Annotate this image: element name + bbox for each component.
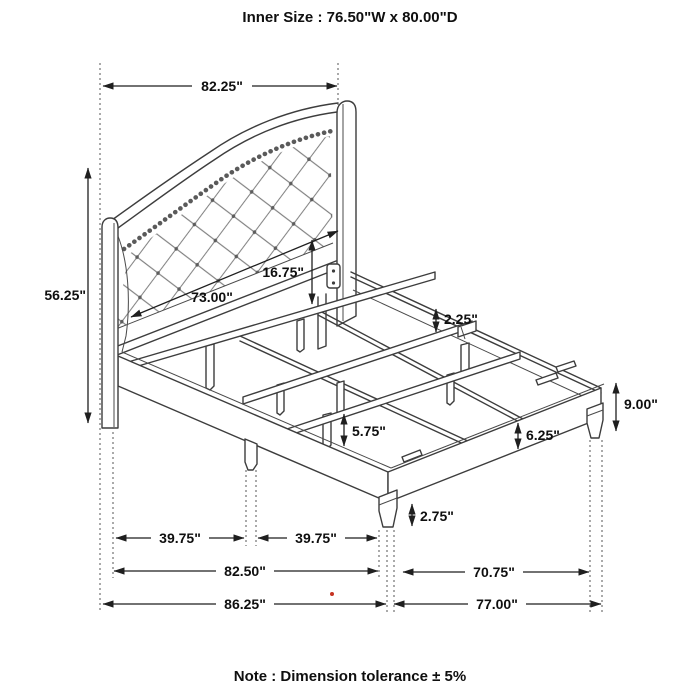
dim-rail-span-label: 82.50" [224, 563, 266, 579]
dimension-overall-depth [103, 595, 386, 612]
inner-size-title: Inner Size : 76.50"W x 80.00"D [242, 9, 458, 26]
dimension-center-leg-height [344, 414, 386, 446]
red-dot-mark [330, 592, 334, 596]
dim-center-leg-height-label: 5.75" [352, 423, 386, 439]
dim-headboard-height-label: 56.25" [44, 287, 86, 303]
dim-overall-depth-label: 86.25" [224, 596, 266, 612]
foot-right-leg [587, 403, 603, 438]
dimension-foot-inner-width [403, 563, 589, 580]
dimension-right-half-span [258, 529, 377, 546]
headboard-right-post [337, 101, 356, 326]
headboard-left-post [102, 218, 118, 428]
dimension-headboard-width [103, 77, 337, 94]
dim-foot-inner-width-label: 70.75" [473, 564, 515, 580]
dimension-side-rail-floor-height [616, 383, 658, 431]
dim-headboard-inner-width-label: 73.00" [191, 289, 233, 305]
rail-bracket [327, 264, 340, 288]
dim-foot-leg-height-label: 2.75" [420, 508, 454, 524]
middle-cross-slat [243, 321, 472, 404]
foot-cross-slat [287, 352, 520, 436]
dimension-rail-span [114, 562, 378, 579]
dim-headboard-panel-height-label: 16.75" [262, 264, 304, 280]
tolerance-note: Note : Dimension tolerance ± 5% [233, 668, 467, 685]
left-side-rail [118, 352, 391, 502]
dimension-foot-outer-width [394, 595, 601, 612]
headboard [100, 101, 356, 355]
dimension-left-half-span [116, 529, 244, 546]
bed-frame [118, 272, 604, 527]
rail-midspan-leg [245, 439, 257, 470]
dimension-foot-leg-height [412, 504, 454, 526]
foot-left-leg [379, 490, 397, 527]
dim-slat-thickness-label: 2.25" [444, 311, 478, 327]
dim-headboard-width-label: 82.25" [201, 78, 243, 94]
dim-foot-outer-width-label: 77.00" [476, 596, 518, 612]
headboard-center-leg [318, 294, 326, 349]
dim-rail-face-height-label: 6.25" [526, 427, 560, 443]
dimension-headboard-height [44, 168, 88, 423]
dim-side-rail-floor-height-label: 9.00" [624, 396, 658, 412]
dim-right-half-span-label: 39.75" [295, 530, 337, 546]
dim-left-half-span-label: 39.75" [159, 530, 201, 546]
